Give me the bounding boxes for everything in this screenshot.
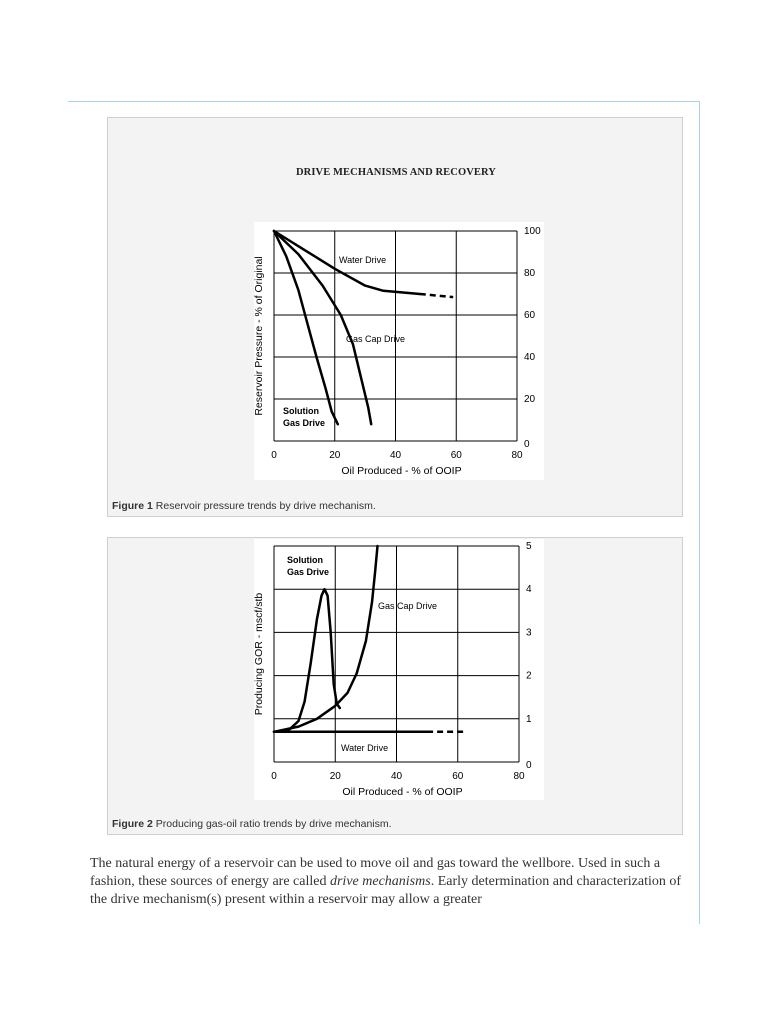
- x-axis-label: Oil Produced - % of OOIP: [342, 786, 463, 798]
- y-axis-label: Producing GOR - mscf/stb: [253, 592, 265, 716]
- series-label-water-drive: Water Drive: [341, 743, 389, 753]
- chart-plot-background: [254, 539, 544, 800]
- y-tick-label: 80: [524, 268, 536, 279]
- series-label-water-drive: Water Drive: [339, 255, 387, 265]
- series-label-gas-cap-drive: Gas Cap Drive: [346, 334, 406, 344]
- figure-1-panel: [107, 117, 683, 517]
- body-text-italic: drive mechanisms: [329, 874, 431, 889]
- x-tick-label: 60: [452, 771, 464, 782]
- y-tick-label: 4: [526, 584, 532, 596]
- body-text-before: The natural energy of a reservoir can be used to move oil and gas toward the wellbore. Used in such a fashion, these sources of energy are called: [90, 856, 661, 889]
- page-top-rule: [68, 101, 700, 102]
- x-tick-label: 20: [329, 450, 341, 461]
- figure-2-caption: [112, 818, 392, 830]
- figure-2-chart: [108, 538, 684, 814]
- figure-2-caption-text: Producing gas-oil ratio trends by drive mechanism.: [155, 818, 392, 830]
- series-label-solution-gas-drive: Gas Drive: [283, 418, 326, 428]
- x-tick-label: 40: [389, 450, 402, 461]
- x-tick-label: 40: [390, 771, 403, 782]
- y-tick-label: 0: [524, 439, 530, 450]
- y-tick-label: 1: [526, 713, 532, 725]
- page-right-rule: [699, 101, 700, 924]
- x-tick-label: 60: [450, 450, 462, 461]
- x-tick-label: 80: [513, 771, 525, 782]
- series-label-solution-gas-drive: Solution: [283, 406, 319, 416]
- y-tick-label: 5: [526, 541, 532, 552]
- x-axis-label: Oil Produced - % of OOIP: [341, 465, 462, 477]
- figure-1-caption-label: Figure 1: [112, 500, 153, 512]
- figure-1-caption: [112, 500, 376, 512]
- x-tick-label: 0: [271, 771, 277, 782]
- figure-1-caption-text: Reservoir pressure trends by drive mechanism.: [155, 500, 376, 512]
- x-tick-label: 20: [329, 771, 341, 782]
- body-text-after: . Early determination and characterization of the drive mechanism(s) present within a reservoir may allow a greater: [90, 874, 682, 907]
- series-label-gas-cap-drive: Gas Cap Drive: [378, 601, 438, 611]
- body-paragraph: [90, 855, 690, 909]
- series-label-solution-gas-drive: Solution: [287, 555, 323, 565]
- x-tick-label: 0: [271, 450, 277, 461]
- y-tick-label: 2: [526, 670, 532, 682]
- x-tick-label: 80: [511, 450, 523, 461]
- chart-title: DRIVE MECHANISMS AND RECOVERY: [295, 167, 496, 178]
- y-tick-label: 20: [524, 394, 536, 405]
- y-tick-label: 0: [526, 760, 532, 771]
- figure-2-panel: [107, 537, 683, 835]
- y-tick-label: 100: [524, 226, 541, 237]
- figure-2-caption-label: Figure 2: [112, 818, 153, 830]
- y-tick-label: 60: [524, 310, 536, 321]
- series-label-solution-gas-drive: Gas Drive: [287, 567, 330, 577]
- y-tick-label: 3: [526, 627, 532, 639]
- y-tick-label: 40: [524, 352, 536, 363]
- y-axis-label: Reservoir Pressure - % of Original: [253, 256, 265, 416]
